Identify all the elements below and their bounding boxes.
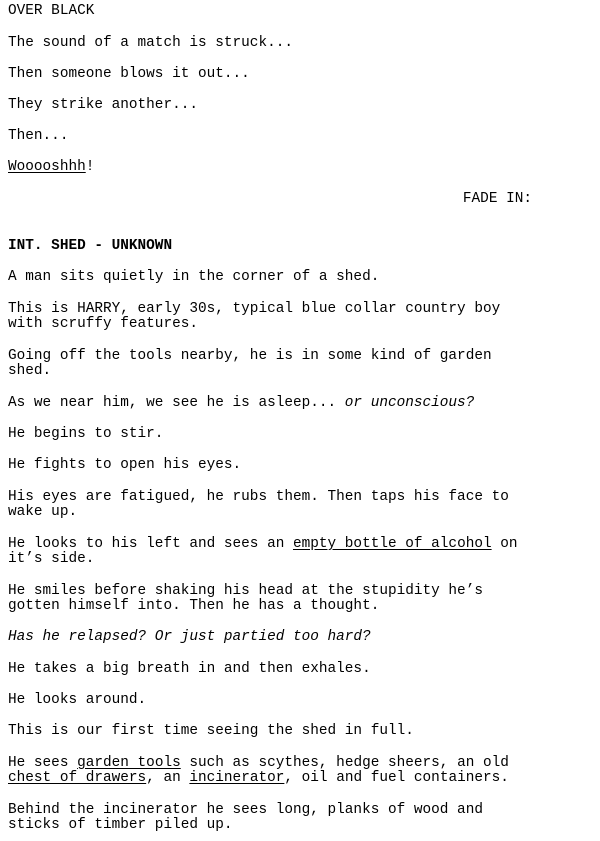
underlined-text: incinerator — [189, 770, 285, 786]
action-line: The sound of a match is struck... — [8, 35, 293, 51]
underlined-text: empty bottle of alcohol — [292, 536, 492, 552]
action-line: This is HARRY, early 30s, typical blue collar country boy — [8, 301, 501, 317]
text-fragment: As we near him, we see he is asleep... — [8, 395, 345, 411]
text-fragment: , oil and fuel containers. — [284, 770, 509, 786]
action-line: shed. — [8, 363, 52, 379]
text-fragment: such as scythes, hedge sheers, an old — [180, 755, 509, 771]
transition-fade-in: FADE IN: — [462, 191, 532, 207]
action-line: it’s side. — [8, 551, 95, 567]
action-line: with scruffy features. — [8, 316, 198, 332]
action-line-italic: Has he relapsed? Or just partied too hard? — [8, 629, 371, 645]
action-line — [8, 396, 474, 412]
action-line: He begins to stir. — [8, 426, 164, 442]
action-line: wake up. — [8, 504, 78, 520]
text-fragment: He sees — [8, 755, 78, 771]
underlined-text: garden tools — [77, 755, 181, 771]
action-line: Going off the tools nearby, he is in some kind of garden — [8, 348, 492, 364]
action-line: This is our first time seeing the shed in full. — [8, 723, 414, 739]
action-line: Then someone blows it out... — [8, 66, 250, 82]
underlined-text: chest of drawers — [8, 770, 147, 786]
text-fragment: on — [491, 536, 518, 552]
action-line: He fights to open his eyes. — [8, 457, 242, 473]
action-line: A man sits quietly in the corner of a shed. — [8, 269, 380, 285]
text-fragment: ! — [85, 159, 95, 175]
text-fragment: He looks to his left and sees an — [8, 536, 293, 552]
action-line: They strike another... — [8, 97, 198, 113]
action-line — [8, 160, 94, 176]
text-fragment: , an — [146, 770, 190, 786]
action-line: gotten himself into. Then he has a thought. — [8, 598, 380, 614]
italic-text: or unconscious? — [344, 395, 475, 411]
action-line: He takes a big breath in and then exhales. — [8, 661, 371, 677]
action-line: Then... — [8, 128, 69, 144]
underlined-text: Wooooshhh — [8, 159, 86, 175]
scene-heading: INT. SHED - UNKNOWN — [8, 238, 173, 254]
action-line: He looks around. — [8, 692, 147, 708]
transition-over-black: OVER BLACK — [8, 3, 95, 19]
action-line: sticks of timber piled up. — [8, 817, 233, 833]
action-line: He smiles before shaking his head at the stupidity he’s — [8, 583, 483, 599]
action-line: Behind the incinerator he sees long, planks of wood and — [8, 802, 483, 818]
action-line — [8, 771, 509, 787]
action-line: His eyes are fatigued, he rubs them. Then taps his face to — [8, 489, 509, 505]
